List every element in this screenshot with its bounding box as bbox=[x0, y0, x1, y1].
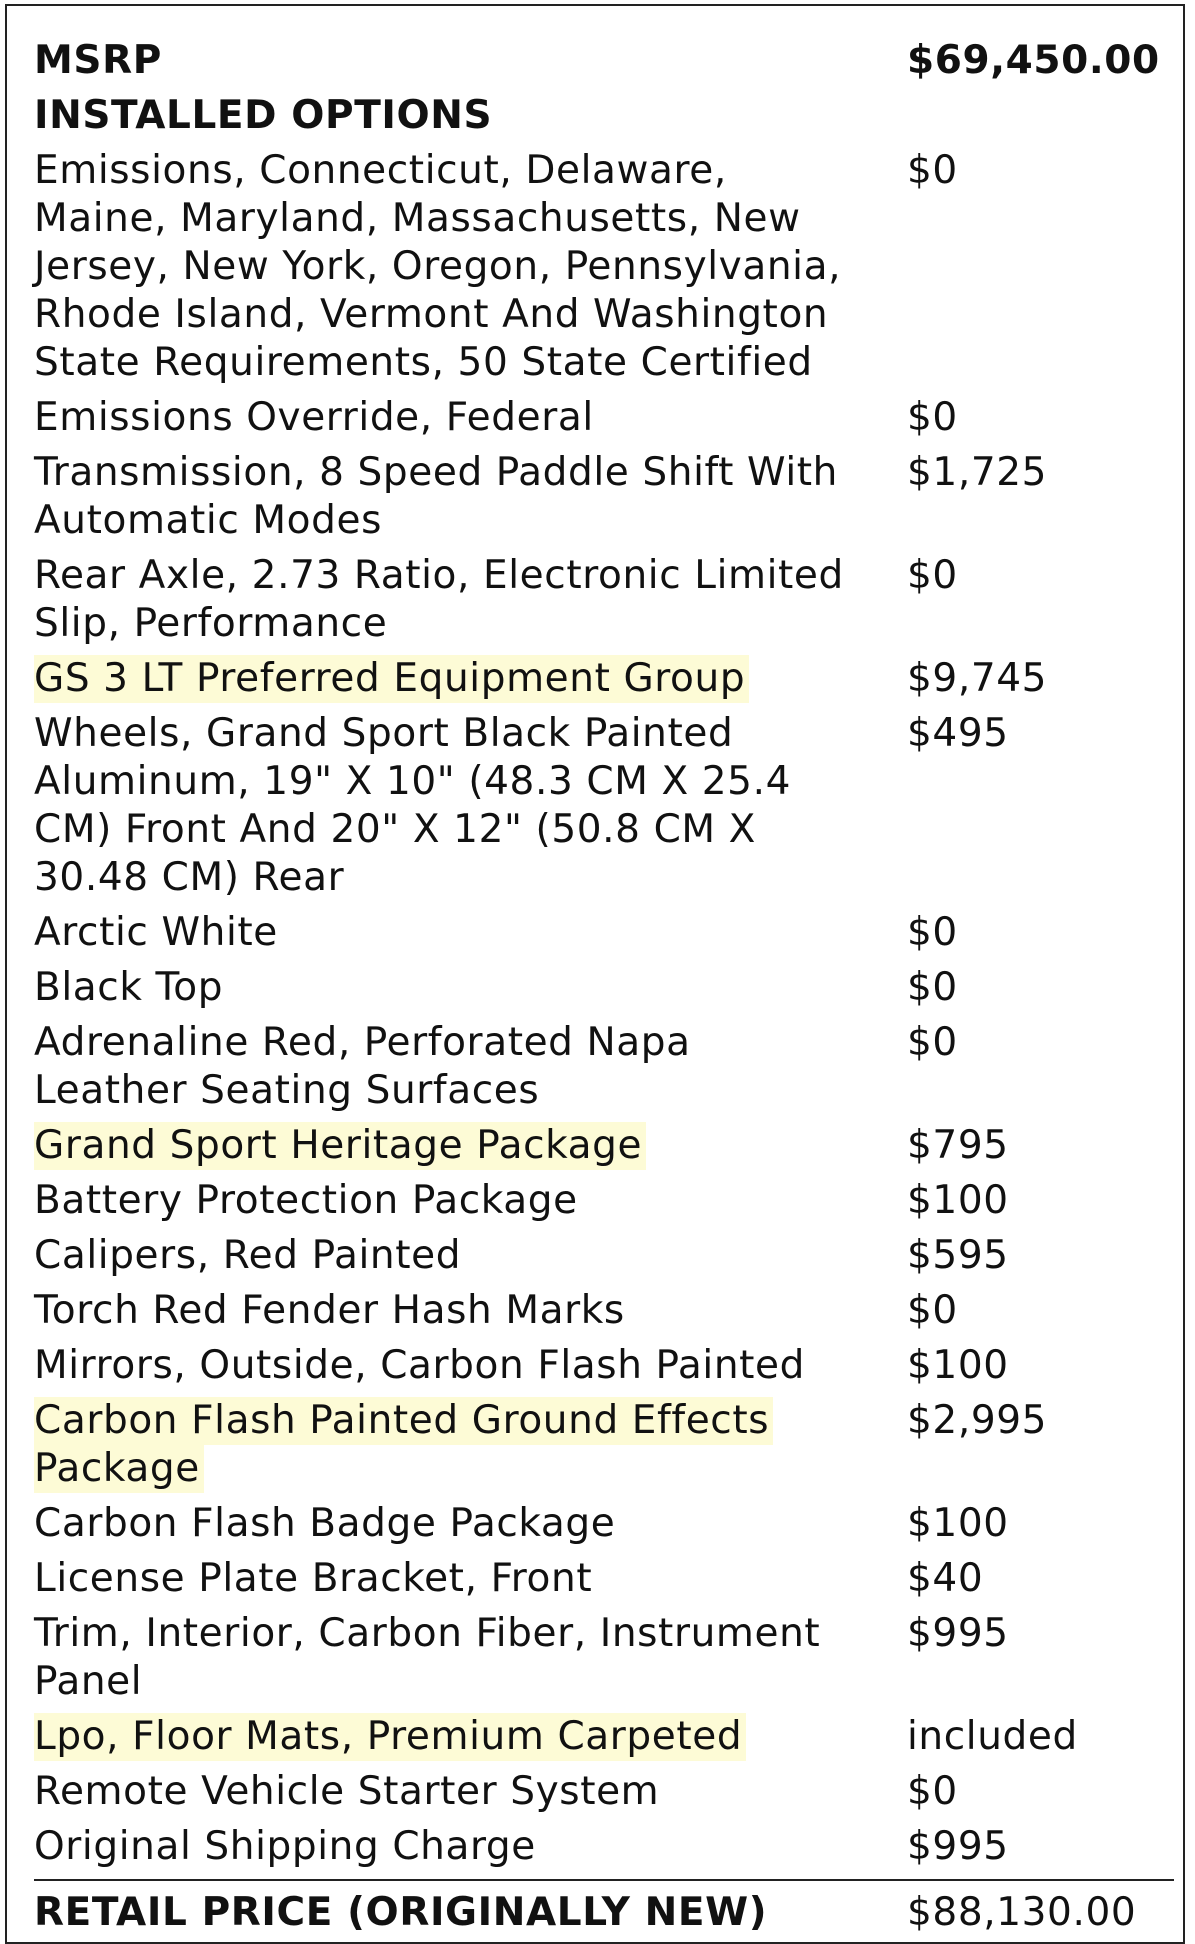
option-description-line: Grand Sport Heritage Package bbox=[34, 1122, 646, 1170]
option-row bbox=[34, 1552, 1174, 1607]
option-description-line: Calipers, Red Painted bbox=[34, 1233, 462, 1278]
option-price: $495 bbox=[907, 711, 1009, 756]
option-row bbox=[34, 549, 1174, 652]
option-price: $2,995 bbox=[907, 1398, 1048, 1443]
option-description-line: Rear Axle, 2.73 Ratio, Electronic Limited bbox=[34, 553, 844, 598]
option-description bbox=[34, 1397, 907, 1493]
option-description-line: Torch Red Fender Hash Marks bbox=[34, 1288, 625, 1333]
option-description-line: Remote Vehicle Starter System bbox=[34, 1769, 660, 1814]
option-row bbox=[34, 1607, 1174, 1710]
option-price: $0 bbox=[907, 553, 958, 598]
option-price: included bbox=[907, 1714, 1078, 1759]
option-description bbox=[34, 1177, 907, 1225]
option-row bbox=[34, 652, 1174, 707]
option-description-line: Package bbox=[34, 1445, 204, 1493]
retail-price-label: RETAIL PRICE (ORIGINALLY NEW) bbox=[34, 1890, 768, 1935]
option-description-line: Mirrors, Outside, Carbon Flash Painted bbox=[34, 1343, 805, 1388]
option-price: $9,745 bbox=[907, 656, 1048, 701]
option-description bbox=[34, 394, 907, 442]
option-row bbox=[34, 1394, 1174, 1497]
option-price: $1,725 bbox=[907, 450, 1048, 495]
option-row bbox=[34, 1284, 1174, 1339]
installed-options-heading: INSTALLED OPTIONS bbox=[34, 93, 493, 138]
option-description-line: Battery Protection Package bbox=[34, 1178, 578, 1223]
option-row bbox=[34, 1497, 1174, 1552]
option-description-line: Arctic White bbox=[34, 910, 278, 955]
option-description-line: Jersey, New York, Oregon, Pennsylvania, bbox=[34, 244, 842, 289]
option-row bbox=[34, 1229, 1174, 1284]
option-price: $595 bbox=[907, 1233, 1009, 1278]
option-description bbox=[34, 1287, 907, 1335]
option-row bbox=[34, 446, 1174, 549]
window-sticker-panel bbox=[5, 4, 1185, 1944]
option-row bbox=[34, 1765, 1174, 1820]
options-list bbox=[34, 144, 1174, 1875]
option-row bbox=[34, 707, 1174, 906]
option-description bbox=[34, 909, 907, 957]
option-description-line: Maine, Maryland, Massachusetts, New bbox=[34, 196, 801, 241]
msrp-row bbox=[34, 34, 1174, 89]
option-row bbox=[34, 144, 1174, 391]
option-description-line: Rhode Island, Vermont And Washington bbox=[34, 292, 829, 337]
option-description-line: Leather Seating Surfaces bbox=[34, 1068, 540, 1113]
msrp-label: MSRP bbox=[34, 38, 162, 83]
option-description-line: Carbon Flash Badge Package bbox=[34, 1501, 616, 1546]
option-description-line: Panel bbox=[34, 1659, 143, 1704]
option-description bbox=[34, 964, 907, 1012]
option-description bbox=[34, 655, 907, 703]
option-description bbox=[34, 1342, 907, 1390]
msrp-price: $69,450.00 bbox=[907, 38, 1160, 83]
option-row bbox=[34, 391, 1174, 446]
option-description-line: Emissions, Connecticut, Delaware, bbox=[34, 148, 727, 193]
option-price: $0 bbox=[907, 148, 958, 193]
option-description-line: Automatic Modes bbox=[34, 498, 382, 543]
option-price: $0 bbox=[907, 910, 958, 955]
option-row bbox=[34, 1710, 1174, 1765]
option-description bbox=[34, 147, 907, 387]
option-description bbox=[34, 1713, 907, 1761]
option-description-line: Wheels, Grand Sport Black Painted bbox=[34, 711, 734, 756]
option-row bbox=[34, 1119, 1174, 1174]
option-price: $795 bbox=[907, 1123, 1009, 1168]
option-price: $0 bbox=[907, 395, 958, 440]
option-description-line: CM) Front And 20" X 12" (50.8 CM X bbox=[34, 807, 756, 852]
option-description bbox=[34, 710, 907, 902]
option-price: $0 bbox=[907, 1020, 958, 1065]
option-description bbox=[34, 1555, 907, 1603]
retail-price-value: $88,130.00 bbox=[907, 1890, 1137, 1935]
option-price: $0 bbox=[907, 965, 958, 1010]
installed-options-heading-row bbox=[34, 89, 1174, 144]
option-price: $40 bbox=[907, 1556, 984, 1601]
option-row bbox=[34, 1174, 1174, 1229]
option-row bbox=[34, 906, 1174, 961]
option-row bbox=[34, 1016, 1174, 1119]
option-description-line: Original Shipping Charge bbox=[34, 1824, 536, 1869]
option-row bbox=[34, 1820, 1174, 1875]
option-description-line: GS 3 LT Preferred Equipment Group bbox=[34, 655, 749, 703]
option-description-line: Adrenaline Red, Perforated Napa bbox=[34, 1020, 691, 1065]
option-price: $0 bbox=[907, 1769, 958, 1814]
total-divider bbox=[34, 1879, 1174, 1881]
option-description-line: Carbon Flash Painted Ground Effects bbox=[34, 1397, 773, 1445]
option-description-line: Aluminum, 19" X 10" (48.3 CM X 25.4 bbox=[34, 759, 791, 804]
retail-price-row bbox=[34, 1887, 1174, 1941]
option-price: $100 bbox=[907, 1178, 1009, 1223]
option-description bbox=[34, 1823, 907, 1871]
option-row bbox=[34, 961, 1174, 1016]
option-price: $995 bbox=[907, 1611, 1009, 1656]
option-description-line: License Plate Bracket, Front bbox=[34, 1556, 593, 1601]
option-description-line: Emissions Override, Federal bbox=[34, 395, 594, 440]
option-description-line: Black Top bbox=[34, 965, 224, 1010]
option-description-line: Trim, Interior, Carbon Fiber, Instrument bbox=[34, 1611, 821, 1656]
option-row bbox=[34, 1339, 1174, 1394]
option-description-line: Slip, Performance bbox=[34, 601, 388, 646]
option-description bbox=[34, 1122, 907, 1170]
option-description-line: 30.48 CM) Rear bbox=[34, 855, 345, 900]
option-description bbox=[34, 449, 907, 545]
option-price: $100 bbox=[907, 1501, 1009, 1546]
option-description-line: Lpo, Floor Mats, Premium Carpeted bbox=[34, 1713, 746, 1761]
option-description bbox=[34, 1019, 907, 1115]
option-price: $995 bbox=[907, 1824, 1009, 1869]
option-description bbox=[34, 1232, 907, 1280]
option-description-line: State Requirements, 50 State Certified bbox=[34, 340, 813, 385]
option-description bbox=[34, 1768, 907, 1816]
option-description bbox=[34, 1500, 907, 1548]
option-description-line: Transmission, 8 Speed Paddle Shift With bbox=[34, 450, 838, 495]
option-description bbox=[34, 1610, 907, 1706]
price-table bbox=[34, 34, 1174, 1941]
option-price: $0 bbox=[907, 1288, 958, 1333]
option-price: $100 bbox=[907, 1343, 1009, 1388]
option-description bbox=[34, 552, 907, 648]
